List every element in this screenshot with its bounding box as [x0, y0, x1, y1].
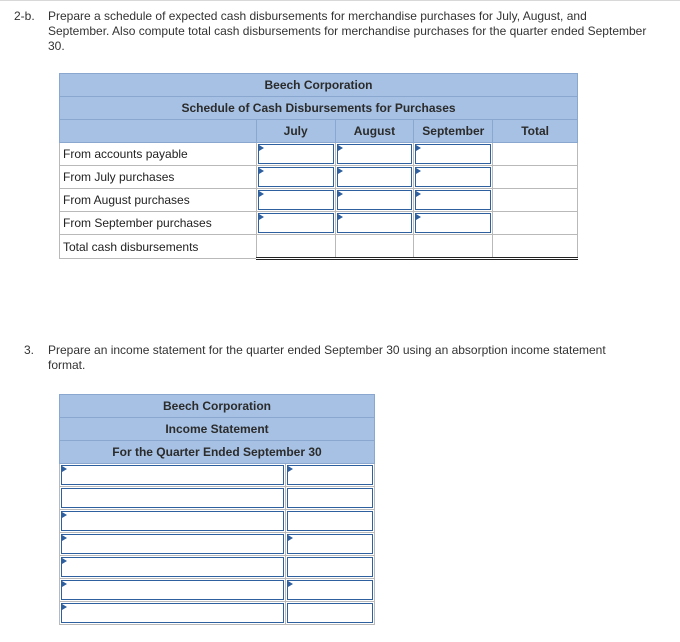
dropdown-arrow-icon [416, 168, 421, 174]
schedule-blank-header [60, 120, 257, 143]
table-row [60, 166, 578, 189]
dropdown-arrow-icon [62, 604, 67, 610]
question-2b [14, 9, 654, 55]
question-3-text: Prepare an income statement for the quarter ended September 30 using an absorption income statement format. [48, 343, 606, 372]
column-header-august: August [335, 120, 414, 143]
dropdown-arrow-icon [62, 558, 67, 564]
income-amount-input-4[interactable] [287, 534, 373, 554]
income-amount-input-6[interactable] [287, 580, 373, 600]
column-header-july: July [256, 120, 335, 143]
question-2b-text: Prepare a schedule of expected cash disbursements for merchandise purchases for July, August, and September. Also compute total cash disbursements for merchandise purchases for the quarter ended September 30. [48, 9, 647, 53]
dropdown-arrow-icon [288, 581, 293, 587]
top-divider [0, 0, 680, 1]
column-header-total: Total [493, 120, 578, 143]
income-amount-input-1[interactable] [287, 465, 373, 485]
september-august-purchases-input[interactable] [415, 190, 491, 210]
question-3-number: 3. [24, 343, 35, 357]
table-row [60, 579, 375, 602]
row-label-august-purchases: From August purchases [60, 189, 257, 212]
row-label-accounts-payable: From accounts payable [60, 143, 257, 166]
question-3 [24, 343, 644, 375]
table-row [60, 556, 375, 579]
question-2b-number: 2-b. [14, 9, 35, 23]
dropdown-arrow-icon [259, 145, 264, 151]
august-july-purchases-input[interactable] [337, 167, 413, 187]
column-header-september: September [414, 120, 493, 143]
july-total-cell [256, 235, 335, 259]
table-row [60, 464, 375, 487]
income-label-input-7[interactable] [61, 603, 284, 623]
row-label-september-purchases: From September purchases [60, 212, 257, 235]
august-accounts-payable-input[interactable] [337, 144, 413, 164]
cash-disbursement-schedule [59, 73, 578, 260]
total-july-purchases-cell [493, 166, 578, 189]
schedule-company-name: Beech Corporation [60, 74, 578, 97]
september-july-purchases-input[interactable] [415, 167, 491, 187]
august-september-purchases-input[interactable] [337, 213, 413, 233]
dropdown-arrow-icon [62, 466, 67, 472]
income-label-input-1[interactable] [61, 465, 284, 485]
table-row [60, 143, 578, 166]
total-accounts-payable-cell [493, 143, 578, 166]
row-label-total-disbursements: Total cash disbursements [60, 235, 257, 259]
september-september-purchases-input[interactable] [415, 213, 491, 233]
income-label-input-6[interactable] [61, 580, 284, 600]
total-august-purchases-cell [493, 189, 578, 212]
income-amount-input-3[interactable] [287, 511, 373, 531]
income-label-input-3[interactable] [61, 511, 284, 531]
income-statement [59, 394, 375, 625]
dropdown-arrow-icon [416, 191, 421, 197]
dropdown-arrow-icon [62, 581, 67, 587]
income-amount-input-5[interactable] [287, 557, 373, 577]
income-company-name: Beech Corporation [60, 395, 375, 418]
dropdown-arrow-icon [62, 535, 67, 541]
table-row [60, 235, 578, 259]
dropdown-arrow-icon [338, 168, 343, 174]
table-row [60, 602, 375, 625]
total-september-purchases-cell [493, 212, 578, 235]
july-august-purchases-input[interactable] [258, 190, 334, 210]
table-row [60, 487, 375, 510]
income-amount-input-7[interactable] [287, 603, 373, 623]
dropdown-arrow-icon [416, 145, 421, 151]
income-label-input-5[interactable] [61, 557, 284, 577]
august-total-cell [335, 235, 414, 259]
july-july-purchases-input[interactable] [258, 167, 334, 187]
july-september-purchases-input[interactable] [258, 213, 334, 233]
dropdown-arrow-icon [338, 214, 343, 220]
income-amount-input-2[interactable] [287, 488, 373, 508]
dropdown-arrow-icon [62, 512, 67, 518]
dropdown-arrow-icon [259, 168, 264, 174]
income-title: Income Statement [60, 418, 375, 441]
dropdown-arrow-icon [416, 214, 421, 220]
grand-total-cell [493, 235, 578, 259]
dropdown-arrow-icon [338, 145, 343, 151]
row-label-july-purchases: From July purchases [60, 166, 257, 189]
dropdown-arrow-icon [259, 214, 264, 220]
income-label-input-2[interactable] [61, 488, 284, 508]
schedule-title: Schedule of Cash Disbursements for Purchases [60, 97, 578, 120]
table-row [60, 189, 578, 212]
september-accounts-payable-input[interactable] [415, 144, 491, 164]
dropdown-arrow-icon [338, 191, 343, 197]
table-row [60, 510, 375, 533]
table-row [60, 533, 375, 556]
income-label-input-4[interactable] [61, 534, 284, 554]
dropdown-arrow-icon [288, 535, 293, 541]
july-accounts-payable-input[interactable] [258, 144, 334, 164]
dropdown-arrow-icon [288, 466, 293, 472]
income-period: For the Quarter Ended September 30 [60, 441, 375, 464]
september-total-cell [414, 235, 493, 259]
table-row [60, 212, 578, 235]
august-august-purchases-input[interactable] [337, 190, 413, 210]
dropdown-arrow-icon [259, 191, 264, 197]
